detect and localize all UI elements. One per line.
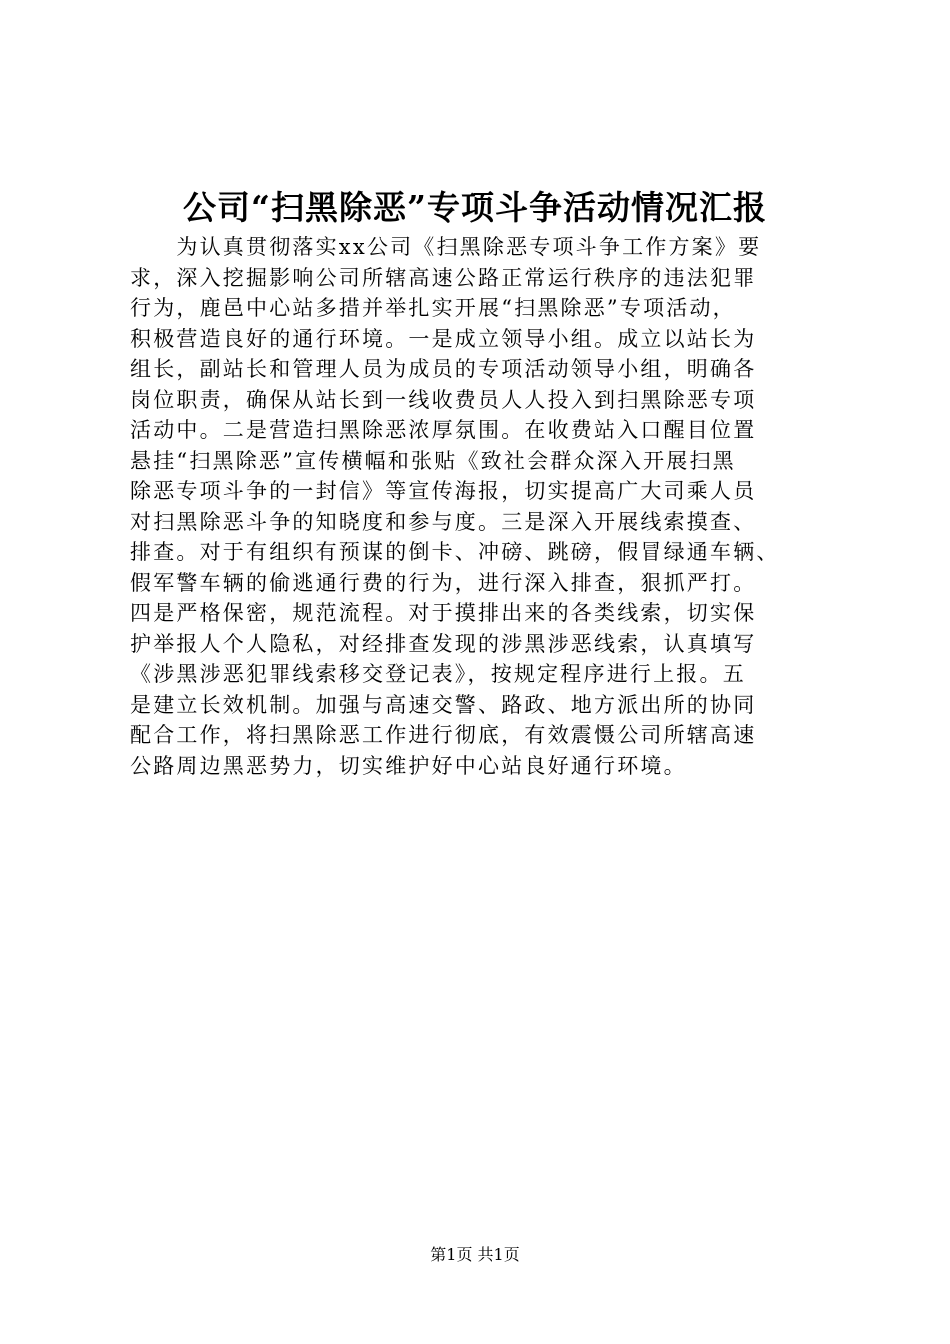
body-line: 四是严格保密，规范流程。对于摸排出来的各类线索，切实保 <box>130 601 757 625</box>
document-body <box>130 232 850 781</box>
body-line: 公路周边黑恶势力，切实维护好中心站良好通行环境。 <box>130 753 687 778</box>
body-line: 行为，鹿邑中心站多措并举扎实开展“扫黑除恶”专项活动， <box>130 296 736 320</box>
body-line: 是建立长效机制。加强与高速交警、路政、地方派出所的协同 <box>130 692 757 717</box>
body-line: 岗位职责，确保从站长到一线收费员人人投入到扫黑除恶专项 <box>130 387 757 412</box>
body-line: 排查。对于有组织有预谋的倒卡、冲磅、跳磅，假冒绿通车辆、 <box>130 540 780 564</box>
page-number-footer: 第1页 共1页 <box>430 1245 520 1264</box>
body-line: 积极营造良好的通行环境。一是成立领导小组。成立以站长为 <box>130 326 757 351</box>
body-line: 为认真贯彻落实xx公司《扫黑除恶专项斗争工作方案》要 <box>130 235 762 259</box>
body-line: 活动中。二是营造扫黑除恶浓厚氛围。在收费站入口醒目位置 <box>130 418 757 442</box>
body-line: 《涉黑涉恶犯罪线索移交登记表》，按规定程序进行上报。五 <box>130 662 746 686</box>
body-line: 悬挂“扫黑除恶”宣传横幅和张贴《致社会群众深入开展扫黑 <box>130 448 736 473</box>
body-line: 对扫黑除恶斗争的知晓度和参与度。三是深入开展线索摸查、 <box>130 509 757 534</box>
body-line: 护举报人个人隐私，对经排查发现的涉黑涉恶线索，认真填写 <box>130 631 757 656</box>
body-line: 组长，副站长和管理人员为成员的专项活动领导小组，明确各 <box>130 357 757 381</box>
document-title: 公司“扫黑除恶”专项斗争活动情况汇报 <box>183 188 767 227</box>
body-line: 配合工作，将扫黑除恶工作进行彻底，有效震慑公司所辖高速 <box>130 723 757 747</box>
body-line: 求，深入挖掘影响公司所辖高速公路正常运行秩序的违法犯罪 <box>130 265 757 290</box>
body-line: 假军警车辆的偷逃通行费的行为，进行深入排查，狠抓严打。 <box>130 570 757 595</box>
body-line: 除恶专项斗争的一封信》等宣传海报，切实提高广大司乘人员 <box>130 479 757 503</box>
